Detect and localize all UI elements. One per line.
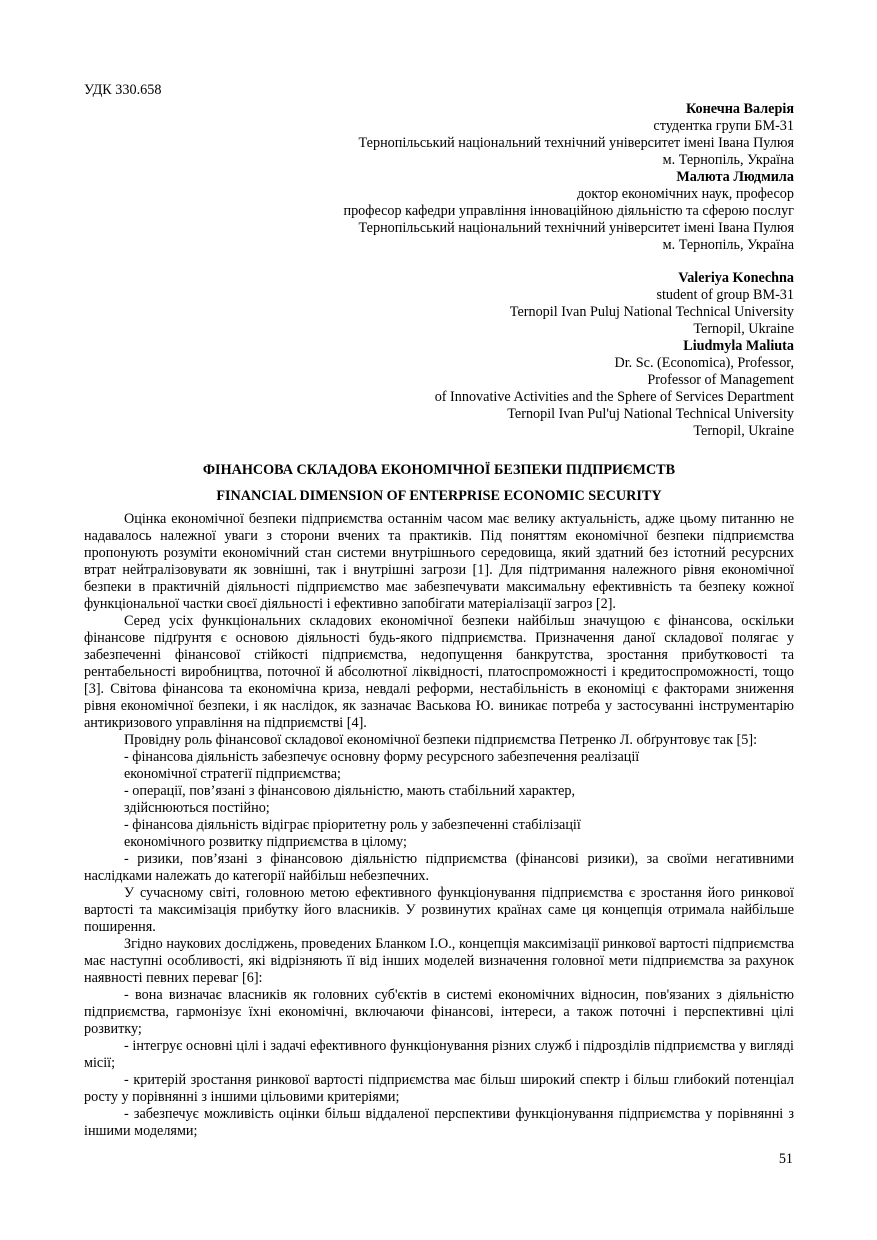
author-info: Тернопільський національний технічний університет імені Івана Пулюя (358, 135, 794, 151)
title-ua: ФІНАНСОВА СКЛАДОВА ЕКОНОМІЧНОЇ БЕЗПЕКИ ПІДПРИЄМСТВ (202, 462, 676, 478)
list-item: - інтегрує основні цілі і задачі ефективного функціонування різних служб і підрозділів підприємства у вигляді місії; (84, 1038, 794, 1071)
author-info: Professor of Management (647, 372, 794, 388)
title-en: FINANCIAL DIMENSION OF ENTERPRISE ECONOMIC SECURITY (216, 488, 662, 504)
author-name: Малюта Людмила (676, 169, 794, 185)
list-item: - вона визначає власників як головних суб'єктів в системі економічних відносин, пов'язаних з діяльністю підприємства, гармонізує їхні економічні, включаючи фінансові, інтереси, а також поточні і перспективні цілі розвитку; (84, 987, 794, 1037)
author-info: Ternopil, Ukraine (693, 423, 794, 439)
list-item: - критерій зростання ринкової вартості підприємства має більш широкий спектр і більш глибокий потенціал росту у порівнянні з іншими цільовими критеріями; (84, 1072, 794, 1105)
author-info: студентка групи БМ-31 (653, 118, 794, 134)
article-body (84, 511, 794, 1140)
list-item: - фінансова діяльність забезпечує основну форму ресурсного забезпечення реалізації (124, 749, 640, 765)
author-info: м. Тернопіль, Україна (662, 237, 794, 253)
author-info: Ternopil, Ukraine (693, 321, 794, 337)
author-info: student of group BM-31 (656, 287, 794, 303)
list-item-continued: здійснюються постійно; (124, 800, 270, 816)
paragraph: У сучасному світі, головною метою ефективного функціонування підприємства є зростання його ринкової вартості та максимізація прибутку його власників. У розвинутих країнах саме ця концепція отримала найбільше поширення. (84, 885, 794, 935)
list-item: - операції, пов’язані з фінансовою діяльністю, мають стабільний характер, (124, 783, 576, 799)
list-item-continued: економічної стратегії підприємства; (124, 766, 341, 782)
author-info: професор кафедри управління інноваційною діяльністю та сферою послуг (343, 203, 794, 219)
author-name: Liudmyla Maliuta (683, 338, 794, 354)
paragraph: Оцінка економічної безпеки підприємства останнім часом має велику актуальність, адже цьому питанню не надавалось належної уваги з сторони вчених та практиків. Під поняттям економічної безпеки підприємства пропонують розуміти економічний стан системи внутрішнього середовища, який здатний без істотний ресурсних втрат нейтралізовувати як зовнішні, так і внутрішні загрози [1]. Для підтримання належного рівня економічної безпеки в практичній діяльності підприємство має забезпечувати максимальну ефективність та безпеку кожної функціональної частки своєї діяльності і ефективно запобігати матеріалізації загроз [2]. (84, 511, 794, 612)
authors-en (84, 270, 794, 440)
udk-code: УДК 330.658 (84, 82, 162, 98)
list-item-continued: економічного розвитку підприємства в цілому; (124, 834, 407, 850)
paragraph: Серед усіх функціональних складових економічної безпеки найбільш значущою є фінансова, оскільки фінансове підґрунтя є основою діяльності будь-якого підприємства. Призначення даної складової полягає у забезпеченні фінансової стійкості підприємства, недопущення банкрутства, зростання прибутковості та рентабельності виробництва, поточної й абсолютної ліквідності, платоспроможності і кредитоспроможності, тощо [3]. Світова фінансова та економічна криза, невдалі реформи, нестабільність в економіці є факторами зниження рівня економічної безпеки, і як наслідок, як зазначає Васькова Ю. виникає потреба у застосуванні інструментарію антикризового управління на підприємстві [4]. (84, 613, 794, 731)
paragraph: Провідну роль фінансової складової економічної безпеки підприємства Петренко Л. обґрунтовує так [5]: (124, 732, 758, 748)
list-item: - ризики, пов’язані з фінансовою діяльністю підприємства (фінансові ризики), за своїми негативними наслідками належать до категорії найбільш небезпечних. (84, 851, 794, 884)
author-info: доктор економічних наук, професор (577, 186, 794, 202)
paragraph: Згідно наукових досліджень, проведених Бланком І.О., концепція максимізації ринкової вартості підприємства має наступні особливості, які відрізняють її від інших моделей визначення головної мети підприємства за рахунок наявності певних переваг [6]: (84, 936, 794, 986)
author-info: м. Тернопіль, Україна (662, 152, 794, 168)
author-name: Конечна Валерія (685, 101, 794, 117)
authors-ua (84, 101, 794, 254)
author-info: Ternopil Ivan Puluj National Technical University (509, 304, 794, 320)
list-item: - фінансова діяльність відіграє пріоритетну роль у забезпеченні стабілізації (124, 817, 581, 833)
author-info: Тернопільський національний технічний університет імені Івана Пулюя (358, 220, 794, 236)
author-info: Dr. Sc. (Economica), Professor, (614, 355, 794, 371)
article-page (84, 82, 794, 1140)
list-item: - забезпечує можливість оцінки більш віддаленої перспективи функціонування підприємства у порівнянні з іншими моделями; (84, 1106, 794, 1139)
author-info: of Innovative Activities and the Sphere of Services Department (434, 389, 794, 405)
page-number: 51 (778, 1151, 793, 1167)
author-name: Valeriya Konechna (678, 270, 794, 286)
author-info: Ternopil Ivan Pul'uj National Technical University (507, 406, 794, 422)
